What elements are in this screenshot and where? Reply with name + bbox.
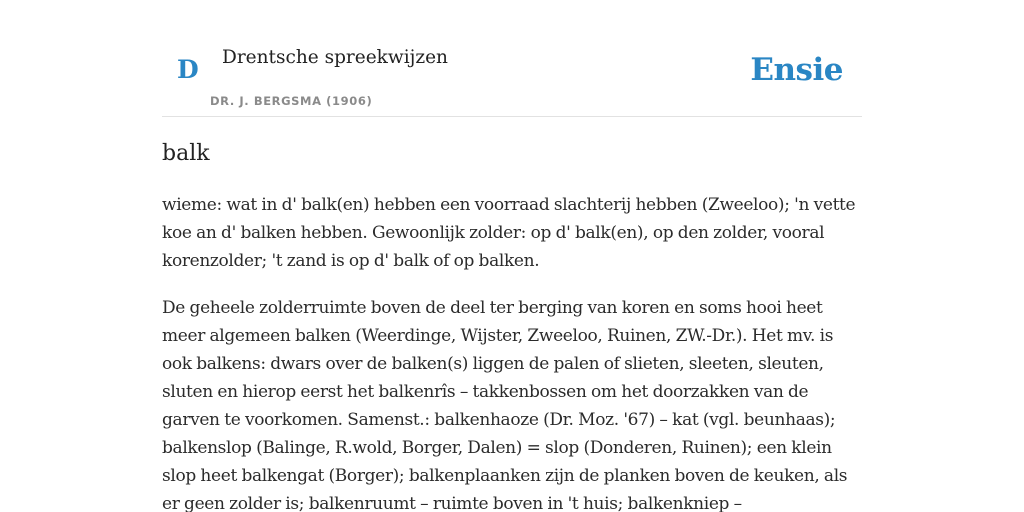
page-header xyxy=(162,0,862,117)
entry-paragraph: wieme: wat in d' balk(en) hebben een voorraad slachterij hebben (Zweeloo); 'n vette koe an d' balken hebben. Gewoonlijk zolder: op d' balk(en), op den zolder, vooral korenzolder; 't zand is op d' balk of op balken. xyxy=(162,195,856,271)
entry-headword: balk xyxy=(162,141,210,166)
ensie-logo[interactable]: Ensie xyxy=(750,52,843,88)
book-author: DR. J. BERGSMA (1906) xyxy=(210,94,373,108)
book-title[interactable]: Drentsche spreekwijzen xyxy=(222,47,448,68)
letter-badge: D xyxy=(177,55,199,84)
entry-paragraph: De geheele zolderruimte boven de deel ter berging van koren en soms hooi heet meer algemeen balken (Weerdinge, Wijster, Zweeloo, Ruinen, ZW.-Dr.). Het mv. is ook balkens: dwars over de balken(s) liggen de palen of slieten, sleeten, sleuten, sluten en hierop eerst het balkenrîs – takkenbossen om het doorzakken van de garven te voorkomen. Samenst.: balkenhaoze (Dr. Moz. '67) – kat (vgl. beunhaas); balkenslop (Balinge, R.wold, Borger, Dalen) = slop (Donderen, Ruinen); een klein slop heet balkengat (Borger); balkenplaanken zijn de planken boven de keuken, als er geen zolder is; balkenruumt – ruimte boven in 't huis; balkenkniep – xyxy=(162,298,848,512)
entry-content xyxy=(162,137,864,512)
